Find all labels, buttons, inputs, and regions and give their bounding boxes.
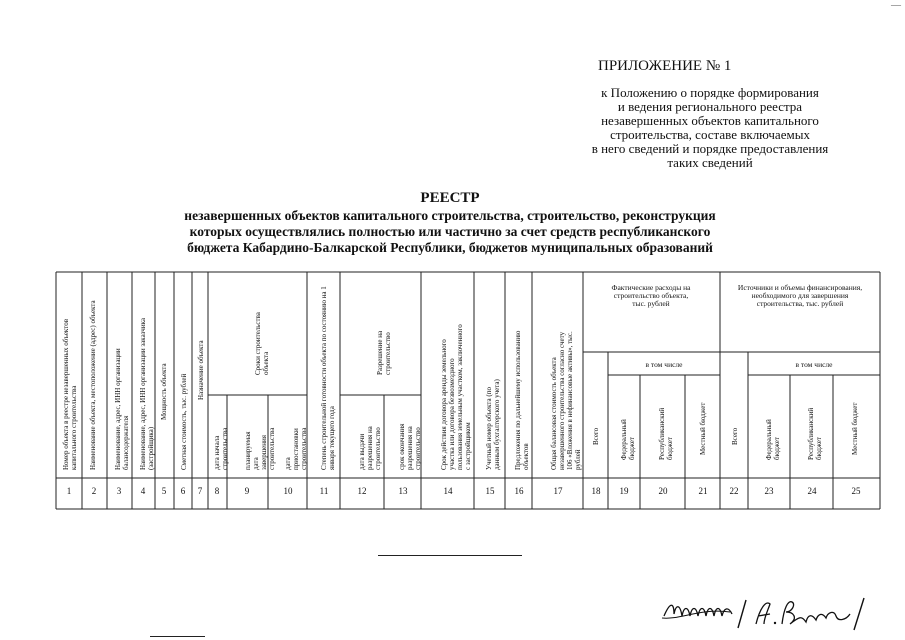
col-header-14: Срок действия договора аренды земельногоучастка или договора безвозмездногопользования земельным участком, заключенногос застройщиком xyxy=(440,324,472,470)
col-number-6: 6 xyxy=(180,486,186,496)
register-subtitle-line: которых осуществлялись полностью или частично за счет средств республиканского xyxy=(189,224,711,239)
incl-label-1: в том числе xyxy=(645,360,683,369)
funding-sources-header: Источники и объемы финансирования, необходимого для завершения строительства, тыс. рублей xyxy=(737,283,863,308)
col-number-24: 24 xyxy=(807,486,817,496)
appendix-line: к Положению о порядке формирования xyxy=(601,85,819,100)
col-number-16: 16 xyxy=(514,486,524,496)
sub-header-8: дата началастроительства xyxy=(213,427,229,470)
actual-costs-header: Фактические расходы на строительство объекта, тыс. рублей xyxy=(611,283,691,308)
col-number-8: 8 xyxy=(214,486,220,496)
col-header-6: Сметная стоимость, тыс. рублей xyxy=(180,373,188,470)
col-header-17: Общая балансовая стоимость объектанезавершенного строительства согласно счету106 «Вложения в нефинансовые активы», тыс.рублей xyxy=(550,331,582,470)
col-number-23: 23 xyxy=(764,486,774,496)
sub-header-10: датаприостановкистроительства xyxy=(284,427,308,470)
sub-header-13: срок окончанияразрешения настроительство xyxy=(398,423,422,470)
col-number-5: 5 xyxy=(161,486,167,496)
col-number-7: 7 xyxy=(197,486,203,496)
col-header-16: Предложения по дальнейшему использованиюобъектов xyxy=(514,330,530,470)
appendix-line: незавершенных объектов капитального xyxy=(601,113,819,128)
col-header-3: Наименование, адрес, ИНН организациибалансодержателя xyxy=(114,348,130,470)
budget-header-19: Федеральныйбюджет xyxy=(620,419,636,460)
total-header-18: Всего xyxy=(592,427,600,445)
col-number-14: 14 xyxy=(443,486,453,496)
page-mark: — xyxy=(891,0,901,11)
col-header-5: Мощность объекта xyxy=(160,363,168,420)
col-header-11: Степень строительной готовности объекта по состоянию на 1января текущего года xyxy=(320,286,336,470)
appendix-line: и ведения регионального реестра xyxy=(617,99,803,114)
budget-header-25: Местный бюджет xyxy=(851,402,859,455)
col-number-20: 20 xyxy=(658,486,668,496)
col-number-19: 19 xyxy=(619,486,629,496)
col-header-permit: Разрешение настроительство xyxy=(376,330,392,375)
budget-header-21: Местный бюджет xyxy=(699,402,707,455)
col-number-17: 17 xyxy=(553,486,563,496)
incl-label-2: в том числе xyxy=(795,360,833,369)
col-number-2: 2 xyxy=(91,486,97,496)
col-header-1: Номер объекта в реестре незавершенных объектовкапитального строительства xyxy=(62,318,78,470)
col-number-3: 3 xyxy=(116,486,122,496)
col-header-7: Назначение объекта xyxy=(197,340,205,400)
sub-header-9: планируемаядатазавершениястроительства xyxy=(244,427,276,470)
register-subtitle-line: бюджета Кабардино-Балкарской Республики, бюджетов муниципальных образований xyxy=(187,240,713,255)
col-header-dates: Сроки строительстваобъекта xyxy=(254,312,270,375)
appendix-line: таких сведений xyxy=(667,155,753,170)
handwritten-signature-icon xyxy=(660,594,880,634)
col-number-12: 12 xyxy=(357,486,367,496)
budget-header-23: Федеральныйбюджет xyxy=(765,419,781,460)
register-title: РЕЕСТР xyxy=(420,190,480,206)
col-header-2: Наименование объекта, местоположение (адрес) объекта xyxy=(89,300,97,470)
col-number-15: 15 xyxy=(485,486,495,496)
col-number-11: 11 xyxy=(319,486,329,496)
appendix-title: ПРИЛОЖЕНИЕ № 1 xyxy=(598,58,732,74)
col-header-15: Учетный номер объекта (поданным бухгалтерского учета) xyxy=(485,379,501,470)
sub-header-12: дата выдачиразрешения настроительство xyxy=(358,426,382,470)
footer-separator xyxy=(378,555,522,556)
col-number-25: 25 xyxy=(851,486,861,496)
bottom-rule xyxy=(150,636,205,637)
col-number-18: 18 xyxy=(591,486,601,496)
budget-header-20: Республиканскийбюджет xyxy=(658,407,674,460)
col-number-9: 9 xyxy=(244,486,250,496)
appendix-line: строительства, составе включаемых xyxy=(610,127,810,142)
appendix-line: в него сведений и порядке предоставления xyxy=(591,141,829,156)
budget-header-24: Республиканскийбюджет xyxy=(807,407,823,460)
col-number-1: 1 xyxy=(66,486,72,496)
col-number-22: 22 xyxy=(729,486,739,496)
col-number-13: 13 xyxy=(398,486,408,496)
col-number-4: 4 xyxy=(140,486,146,496)
col-number-10: 10 xyxy=(283,486,293,496)
total-header-22: Всего xyxy=(731,427,739,445)
col-header-4: Наименование, адрес, ИНН организации заказчика(застройщика) xyxy=(139,318,155,470)
register-subtitle-line: незавершенных объектов капитального строительства, строительство, реконструкция xyxy=(184,208,716,223)
col-number-21: 21 xyxy=(698,486,708,496)
